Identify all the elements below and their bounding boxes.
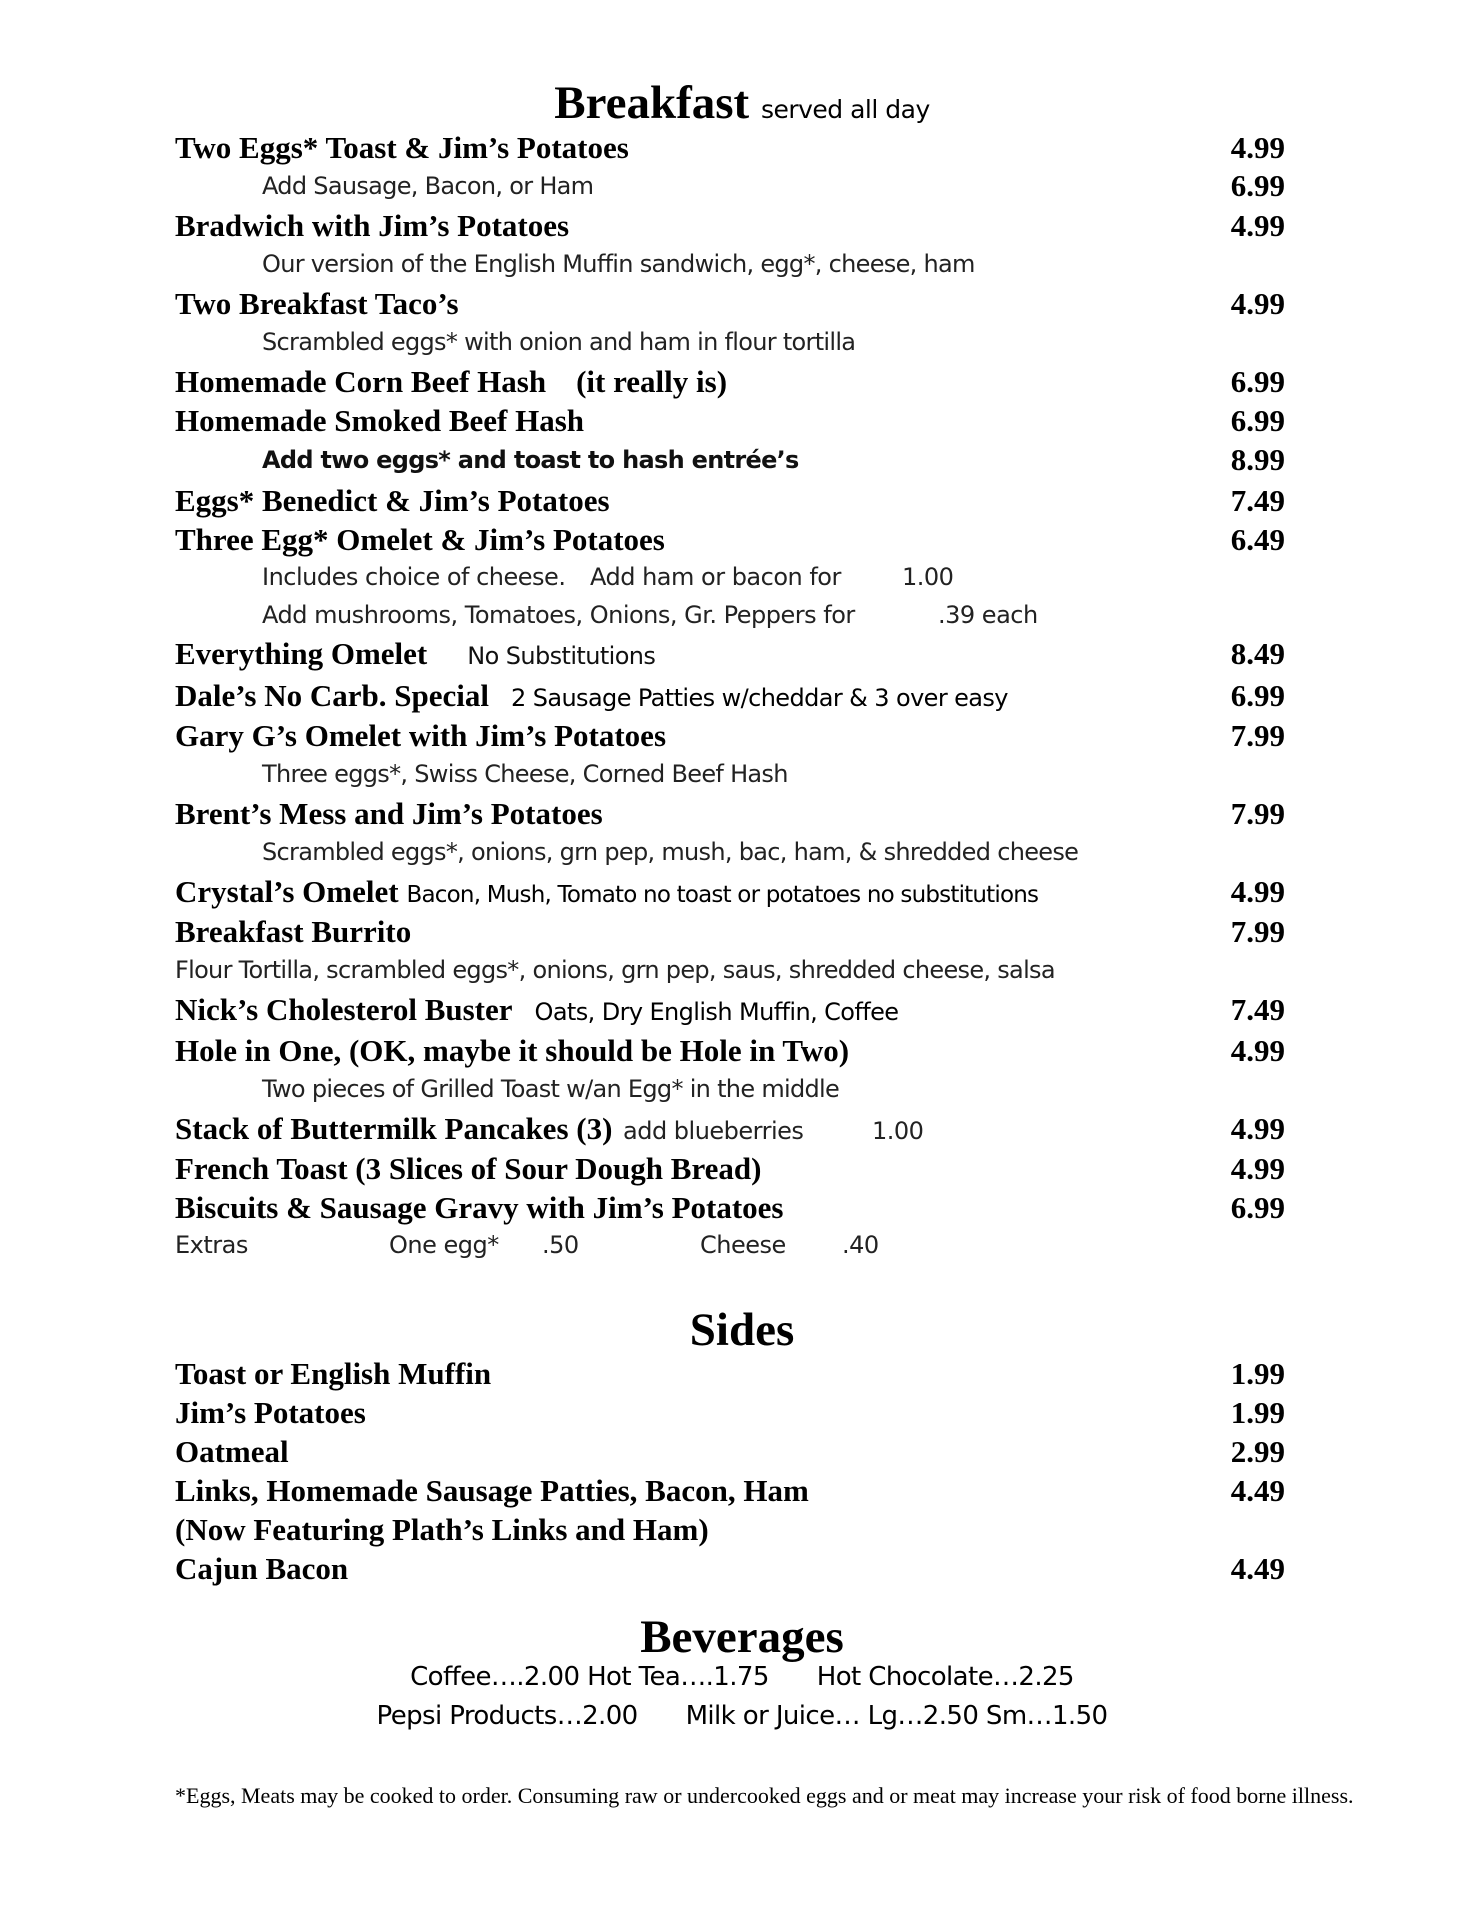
item-description: Three eggs*, Swiss Cheese, Corned Beef Hash [262, 760, 788, 788]
item-name: Jim’s Potatoes [175, 1395, 366, 1430]
extras-label: Extras [175, 1231, 248, 1259]
menu-item [175, 873, 1285, 911]
menu-item [175, 129, 1285, 167]
menu-item-option [262, 441, 1285, 479]
item-name: Oatmeal [175, 1434, 289, 1469]
menu-item-description [262, 245, 1285, 283]
menu-item-description [262, 1070, 1285, 1108]
item-price: 7.99 [1230, 796, 1285, 831]
item-price: 6.99 [1230, 364, 1285, 399]
item-name: Dale’s No Carb. Special [175, 678, 489, 713]
extras-row [175, 1226, 1285, 1264]
item-price: 6.99 [1230, 1190, 1285, 1225]
beverage-entry: Pepsi Products…2.00 [376, 1701, 638, 1731]
item-name: Biscuits & Sausage Gravy with Jim’s Potatoes [175, 1190, 784, 1225]
beverage-entry: Milk or Juice… Lg…2.50 Sm…1.50 [685, 1701, 1108, 1731]
menu-item [175, 1150, 1285, 1188]
breakfast-subtitle: served all day [760, 95, 930, 124]
item-price: 4.99 [1230, 286, 1285, 321]
item-description: Flour Tortilla, scrambled eggs*, onions, grn pep, saus, shredded cheese, salsa [175, 956, 1055, 984]
item-price: 6.49 [1230, 522, 1285, 557]
item-name: Hole in One, (OK, maybe it should be Hole in Two) [175, 1033, 850, 1068]
menu-item-description [262, 596, 1285, 634]
item-price: 8.99 [1230, 442, 1285, 477]
item-name: Three Egg* Omelet & Jim’s Potatoes [175, 522, 665, 557]
item-name: Two Breakfast Taco’s [175, 286, 459, 321]
item-description: Scrambled eggs* with onion and ham in flour tortilla [262, 328, 856, 356]
beverages-line [0, 1658, 1484, 1696]
item-price: 4.49 [1230, 1473, 1285, 1508]
item-name: Brent’s Mess and Jim’s Potatoes [175, 796, 603, 831]
beverage-entry: Coffee….2.00 Hot Tea….1.75 [410, 1662, 769, 1692]
menu-item [175, 635, 1285, 673]
item-name: Homemade Smoked Beef Hash [175, 403, 585, 438]
menu-item [175, 1550, 1285, 1588]
item-price: 8.49 [1230, 636, 1285, 671]
beverage-entry: Hot Chocolate…2.25 [816, 1662, 1074, 1692]
extra-cheese-label: Cheese [700, 1231, 786, 1259]
menu-item [175, 1472, 1285, 1510]
beverages-line [0, 1697, 1484, 1735]
extra-egg-price: .50 [542, 1231, 579, 1259]
item-price: 6.99 [1230, 168, 1285, 203]
menu-item [175, 677, 1285, 715]
menu-item [175, 363, 1285, 401]
menu-item-description [262, 755, 1285, 793]
extra-cheese-price: .40 [842, 1231, 879, 1259]
item-name: Nick’s Cholesterol Buster [175, 992, 513, 1027]
menu-item [175, 285, 1285, 323]
item-price: 4.99 [1230, 208, 1285, 243]
item-note: add blueberries [623, 1117, 804, 1145]
item-addon-price: 1.00 [902, 563, 954, 591]
menu-item [175, 521, 1285, 559]
item-price: 2.99 [1230, 1434, 1285, 1469]
item-addon-price: 1.00 [872, 1117, 924, 1145]
item-description: Add Sausage, Bacon, or Ham [262, 172, 594, 200]
item-name: French Toast (3 Slices of Sour Dough Bread) [175, 1151, 762, 1186]
menu-item [175, 913, 1285, 951]
menu-item-description [175, 951, 1285, 989]
item-price: 4.49 [1230, 1551, 1285, 1586]
breakfast-title: Breakfast [554, 77, 750, 129]
sides-title: Sides [689, 1304, 795, 1356]
food-safety-footnote: *Eggs, Meats may be cooked to order. Consuming raw or undercooked eggs and or meat may increase your risk of food borne illness. [175, 1783, 1354, 1808]
item-description: Our version of the English Muffin sandwich, egg*, cheese, ham [262, 250, 975, 278]
breakfast-heading [0, 78, 1484, 135]
item-price: 1.99 [1230, 1395, 1285, 1430]
item-price: 4.99 [1230, 1033, 1285, 1068]
item-description: Add two eggs* and toast to hash entrée’s [262, 446, 799, 474]
item-price: 7.99 [1230, 718, 1285, 753]
item-price: 4.99 [1230, 1111, 1285, 1146]
menu-item-option [262, 167, 1285, 205]
item-note: Bacon, Mush, Tomato no toast or potatoes no substitutions [406, 882, 1039, 908]
item-name: Stack of Buttermilk Pancakes (3) [175, 1111, 613, 1146]
item-name: Toast or English Muffin [175, 1356, 492, 1391]
item-price: 6.99 [1230, 403, 1285, 438]
item-name-aside: (it really is) [576, 364, 728, 399]
item-name: Links, Homemade Sausage Patties, Bacon, Ham [175, 1473, 809, 1508]
beverages-title: Beverages [640, 1611, 844, 1663]
menu-item [175, 795, 1285, 833]
menu-item-description [262, 833, 1285, 871]
item-name: (Now Featuring Plath’s Links and Ham) [175, 1512, 709, 1547]
item-description: Includes choice of cheese. [262, 563, 566, 591]
menu-item [175, 991, 1285, 1029]
menu-item [175, 1110, 1285, 1148]
menu-item-description [262, 558, 1285, 596]
item-addon: Add ham or bacon for [590, 563, 841, 591]
menu-item [175, 207, 1285, 245]
item-price: 6.99 [1230, 678, 1285, 713]
menu-item [175, 1394, 1285, 1432]
item-note: Oats, Dry English Muffin, Coffee [534, 998, 899, 1026]
item-description: Two pieces of Grilled Toast w/an Egg* in the middle [262, 1075, 840, 1103]
item-name: Homemade Corn Beef Hash [175, 364, 547, 399]
item-name: Crystal’s Omelet [175, 874, 399, 909]
item-note: 2 Sausage Patties w/cheddar & 3 over easy [511, 684, 1008, 712]
item-price: 7.49 [1230, 992, 1285, 1027]
item-note: No Substitutions [467, 642, 656, 670]
menu-item [175, 482, 1285, 520]
item-price: 7.49 [1230, 483, 1285, 518]
extra-egg-label: One egg* [389, 1231, 499, 1259]
item-description: Add mushrooms, Tomatoes, Onions, Gr. Peppers for [262, 601, 855, 629]
item-name: Two Eggs* Toast & Jim’s Potatoes [175, 130, 629, 165]
menu-item [175, 717, 1285, 755]
menu-item [175, 402, 1285, 440]
menu-item [175, 1433, 1285, 1471]
item-name: Breakfast Burrito [175, 914, 412, 949]
item-addon-price: .39 each [938, 601, 1038, 629]
item-name: Cajun Bacon [175, 1551, 349, 1586]
item-description: Scrambled eggs*, onions, grn pep, mush, bac, ham, & shredded cheese [262, 838, 1079, 866]
beverages-heading [0, 1612, 1484, 1662]
sides-heading [0, 1305, 1484, 1355]
item-price: 4.99 [1230, 874, 1285, 909]
menu-item [175, 1355, 1285, 1393]
item-price: 1.99 [1230, 1356, 1285, 1391]
menu-item [175, 1189, 1285, 1227]
menu-item [175, 1032, 1285, 1070]
item-price: 7.99 [1230, 914, 1285, 949]
item-price: 4.99 [1230, 130, 1285, 165]
item-price: 4.99 [1230, 1151, 1285, 1186]
menu-item-note [175, 1511, 1285, 1549]
item-name: Eggs* Benedict & Jim’s Potatoes [175, 483, 610, 518]
item-name: Gary G’s Omelet with Jim’s Potatoes [175, 718, 667, 753]
item-name: Everything Omelet [175, 636, 428, 671]
menu-item-description [262, 323, 1285, 361]
item-name: Bradwich with Jim’s Potatoes [175, 208, 570, 243]
